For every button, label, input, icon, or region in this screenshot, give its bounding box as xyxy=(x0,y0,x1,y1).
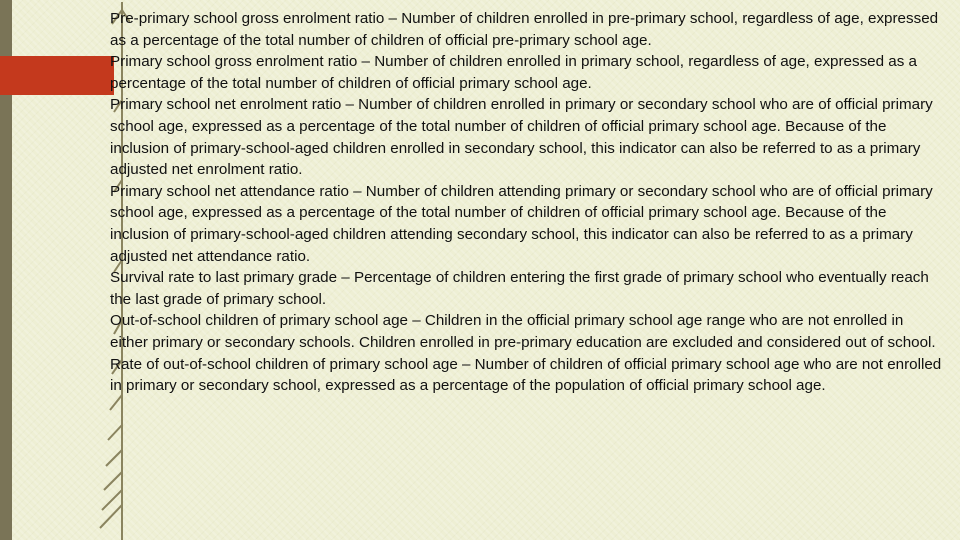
paragraph-primary-nar-cont: adjusted net attendance ratio. xyxy=(110,247,311,265)
paragraph-primary-ner-cont: adjusted net enrolment ratio. xyxy=(110,161,303,179)
paragraph-primary-nar: Primary school net attendance ratio – Number of children attending primary or secondary school who are of official primary school age, expressed as a percentage of the total number of children of official primary school age. Because of the inclusion of primary-school-aged children attending secondary school, this indicator can also be referred to as a primary xyxy=(110,182,933,243)
paragraph-primary-ger: Primary school gross enrolment ratio – Number of children enrolled in primary school, regardless of age, expressed as a percentage of the total number of children of official primary school age. xyxy=(110,53,917,92)
definitions-text xyxy=(110,8,945,397)
paragraph-out-of-school: Out-of-school children of primary school age – Children in the official primary school age range who are not enrolled in either primary or secondary schools. Children enrolled in pre-primary education are excluded and considered out of school. xyxy=(110,312,936,351)
paragraph-primary-ner: Primary school net enrolment ratio – Number of children enrolled in primary or secondary school who are of official primary school age, expressed as a percentage of the total number of children of official primary school age. Because of the inclusion of primary-school-aged children enrolled in secondary school, this indicator can also be referred to as a primary xyxy=(110,96,933,157)
paragraph-pre-primary-ger: Pre-primary school gross enrolment ratio – Number of children enrolled in pre-primary school, regardless of age, expressed as a percentage of the total number of children of official pre-primary school age. xyxy=(110,10,939,49)
paragraph-survival-rate: Survival rate to last primary grade – Percentage of children entering the first grade of primary school who eventually reach the last grade of primary school. xyxy=(110,269,929,308)
paragraph-out-of-school-rate: Rate of out-of-school children of primary school age – Number of children of official primary school age who are not enrolled in primary or secondary school, expressed as a percentage of the population of official primary school age. xyxy=(110,355,942,395)
